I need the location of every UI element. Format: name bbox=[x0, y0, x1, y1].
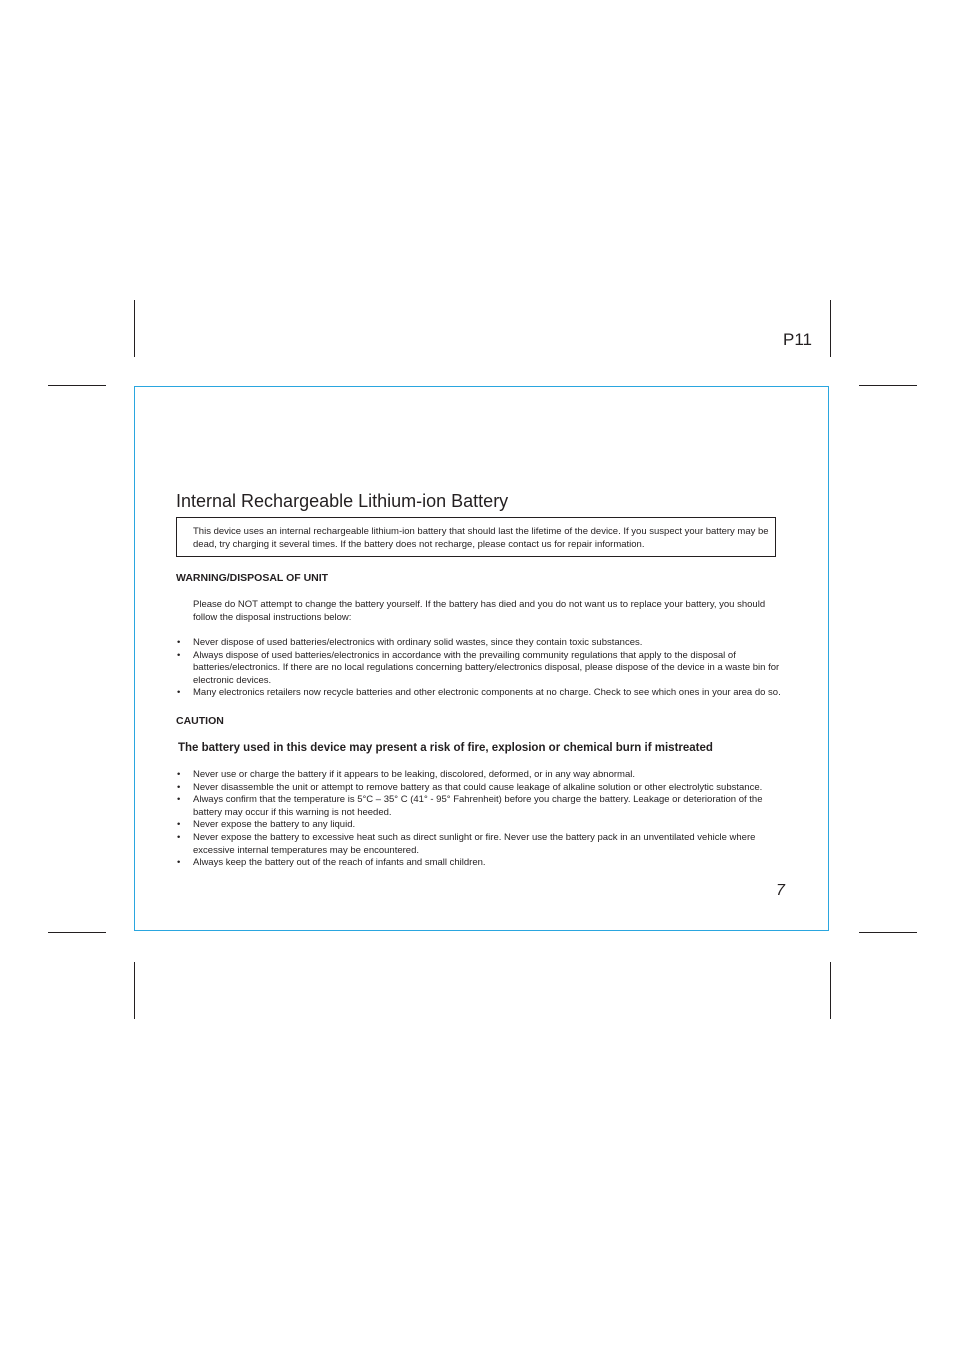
bullet-icon: • bbox=[177, 857, 181, 869]
bullet-icon: • bbox=[177, 649, 181, 661]
warning-intro: Please do NOT attempt to change the battery yourself. If the battery has died and you do not want us to replace your battery, you should follow the disposal instructions below: bbox=[193, 599, 766, 623]
manual-content bbox=[176, 490, 784, 870]
list-item bbox=[176, 650, 784, 688]
list-item-text: Never disassemble the unit or attempt to remove battery as that could cause leakage of alkaline solution or other electrolytic substance. bbox=[193, 781, 763, 793]
crop-mark-left-lower bbox=[48, 932, 106, 933]
warning-heading: WARNING/DISPOSAL OF UNIT bbox=[176, 572, 329, 584]
disposal-list bbox=[176, 637, 784, 700]
crop-mark-top-left bbox=[134, 300, 135, 357]
list-item bbox=[176, 819, 784, 832]
list-item bbox=[176, 769, 784, 782]
bullet-icon: • bbox=[177, 781, 181, 793]
list-item-text: Always dispose of used batteries/electronics in accordance with the prevailing community regulations that apply to the disposal of batteries/electronics. If there are no local regulations concerning battery/electronics disposal, please dispose of the device in a waste bin for electronic devices. bbox=[193, 649, 780, 686]
crop-mark-bottom-right bbox=[830, 962, 831, 1019]
list-item bbox=[176, 857, 784, 870]
list-item-text: Never expose the battery to any liquid. bbox=[193, 819, 356, 831]
bullet-icon: • bbox=[177, 819, 181, 831]
intro-box: This device uses an internal rechargeable lithium-ion battery that should last the lifetime of the device. If you suspect your battery may be dead, try charging it several times. If the battery does not recharge, please contact us for repair information. bbox=[176, 517, 776, 557]
bullet-icon: • bbox=[177, 768, 181, 780]
list-item-text: Always confirm that the temperature is 5°C – 35° C (41° - 95° Fahrenheit) before you charge the battery. Leakage or deterioration of the battery may occur if this warning is not heeded. bbox=[193, 794, 763, 818]
crop-mark-bottom-left bbox=[134, 962, 135, 1019]
list-item-text: Many electronics retailers now recycle batteries and other electronic components at no charge. Check to see which ones in your area do so. bbox=[193, 687, 781, 699]
bullet-icon: • bbox=[177, 831, 181, 843]
caution-list bbox=[176, 769, 784, 870]
caution-statement: The battery used in this device may present a risk of fire, explosion or chemical burn if mistreated bbox=[178, 741, 713, 754]
list-item bbox=[176, 637, 784, 650]
list-item bbox=[176, 782, 784, 795]
section-title: Internal Rechargeable Lithium-ion Battery bbox=[176, 491, 509, 511]
page-label: P11 bbox=[783, 330, 812, 349]
crop-mark-left-upper bbox=[48, 385, 106, 386]
page-number: 7 bbox=[776, 882, 785, 899]
list-item-text: Always keep the battery out of the reach of infants and small children. bbox=[193, 857, 486, 869]
list-item bbox=[176, 794, 784, 819]
bullet-icon: • bbox=[177, 637, 181, 648]
list-item-text: Never dispose of used batteries/electronics with ordinary solid wastes, since they contain toxic substances. bbox=[193, 637, 643, 648]
list-item bbox=[176, 832, 784, 857]
crop-mark-right-upper bbox=[859, 385, 917, 386]
list-item-text: Never use or charge the battery if it appears to be leaking, discolored, deformed, or in any way abnormal. bbox=[193, 768, 635, 780]
bullet-icon: • bbox=[177, 794, 181, 806]
bullet-icon: • bbox=[177, 687, 181, 699]
list-item-text: Never expose the battery to excessive heat such as direct sunlight or fire. Never use the battery pack in an unventilated vehicle where excessive internal temperatures may be encountered. bbox=[193, 831, 756, 856]
crop-mark-top-right bbox=[830, 300, 831, 357]
caution-heading: CAUTION bbox=[176, 714, 224, 727]
list-item bbox=[176, 687, 784, 700]
crop-mark-right-lower bbox=[859, 932, 917, 933]
